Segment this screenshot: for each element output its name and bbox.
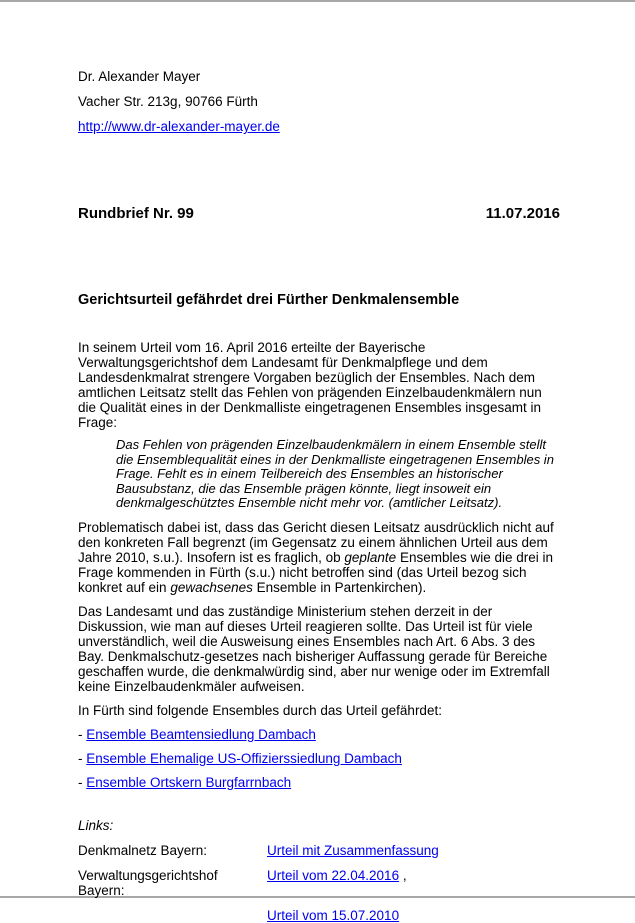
paragraph-problematic	[78, 520, 560, 595]
links-row-label: Verwaltungsgerichtshof Bayern:	[78, 867, 218, 898]
links-row-continued	[78, 908, 560, 923]
ensemble-link-item	[78, 775, 560, 790]
links-row-value	[267, 843, 439, 858]
links-row-value	[267, 908, 399, 923]
ensemble-burgfarrnbach-link[interactable]: Ensemble Ortskern Burgfarrnbach	[86, 774, 292, 790]
list-dash: -	[78, 750, 87, 766]
paragraph-text: Ensembles wie die drei in Frage kommenden in Fürth (s.u.) nicht betroffen sind (das Urteil bezog sich konkret auf ein	[78, 549, 554, 595]
paragraph-text: Problematisch dabei ist, dass das Gericht diesen Leitsatz ausdrücklich nicht auf den konkreten Fall begrenzt (im Gegensatz zu einem ähnlichen Urteil aus dem Jahre 2010, s.u.). Insofern ist es fraglich, ob	[78, 519, 554, 565]
sender-block	[78, 64, 560, 139]
paragraph-intro: In seinem Urteil vom 16. April 2016 erteilte der Bayerische Verwaltungsgerichtshof dem Landesamt für Denkmalpflege und dem Landesdenkmalrat strengere Vorgaben bezüglich der Ensembles. Nach dem amtlichen Leitsatz stellt das Fehlen von prägenden Einzelbaudenkmälern nun die Qualität eines in der Denkmalliste eingetragenen Ensembles insgesamt in Frage:	[78, 340, 542, 430]
ensemble-beamtensiedlung-link[interactable]: Ensemble Beamtensiedlung Dambach	[86, 726, 316, 742]
links-row-denkmalnetz	[78, 843, 560, 858]
sender-address: Vacher Str. 213g, 90766 Fürth	[78, 94, 258, 109]
emphasized-word-geplante: geplante	[344, 549, 397, 565]
link-suffix: ,	[399, 867, 407, 883]
sender-website-link[interactable]: http://www.dr-alexander-mayer.de	[78, 119, 280, 134]
ensemble-link-item	[78, 727, 560, 742]
links-row-label: Denkmalnetz Bayern:	[78, 842, 208, 858]
links-row-value	[267, 868, 407, 898]
newsletter-title: Rundbrief Nr. 99	[78, 205, 194, 222]
sender-name: Dr. Alexander Mayer	[78, 69, 201, 84]
ensemble-list-intro: In Fürth sind folgende Ensembles durch das Urteil gefährdet:	[78, 702, 442, 718]
urteil-15-07-2010-link[interactable]: Urteil vom 15.07.2010	[267, 907, 400, 923]
links-section-heading: Links:	[78, 817, 114, 833]
newsletter-date: 11.07.2016	[485, 205, 560, 222]
links-row-label	[78, 908, 267, 923]
article-headline: Gerichtsurteil gefährdet drei Fürther Denkmalensemble	[78, 292, 460, 308]
list-dash: -	[78, 774, 87, 790]
ensemble-us-offizierssiedlung-link[interactable]: Ensemble Ehemalige US-Offizierssiedlung Dambach	[86, 750, 402, 766]
urteil-zusammenfassung-link[interactable]: Urteil mit Zusammenfassung	[267, 842, 439, 858]
paragraph-text: Ensemble in Partenkirchen).	[252, 579, 427, 595]
paragraph-landesamt: Das Landesamt und das zuständige Ministerium stehen derzeit in der Diskussion, wie man auf dieses Urteil reagieren sollte. Das Urteil ist für viele unverständlich, weil die Ausweisung eines Ensembles nach Art. 6 Abs. 3 des Bay. Denkmalschutz-gesetzes nach bisheriger Auffassung gerade für Bereiche geschaffen wurde, die denkmalwürdig sind, aber nur wenige oder im Extremfall keine Einzelbaudenkmäler aufweisen.	[78, 603, 550, 694]
newsletter-title-row	[78, 205, 560, 223]
list-dash: -	[78, 726, 87, 742]
ensemble-link-item	[78, 751, 560, 766]
emphasized-word-gewachsenes: gewachsenes	[170, 579, 253, 595]
official-leitsatz-quote: Das Fehlen von prägenden Einzelbaudenkmälern in einem Ensemble stellt die Ensemblequalität eines in der Denkmalliste eingetragenen Ensembles in Frage. Fehlt es in einem Teilbereich des Ensembles an historischer Bausubstanz, die das Ensemble prägen könnte, liegt insoweit ein denkmalgeschütztes Ensemble nicht mehr vor. (amtlicher Leitsatz).	[116, 437, 554, 510]
urteil-22-04-2016-link[interactable]: Urteil vom 22.04.2016	[267, 867, 400, 883]
links-row-verwaltungsgerichtshof	[78, 868, 560, 898]
